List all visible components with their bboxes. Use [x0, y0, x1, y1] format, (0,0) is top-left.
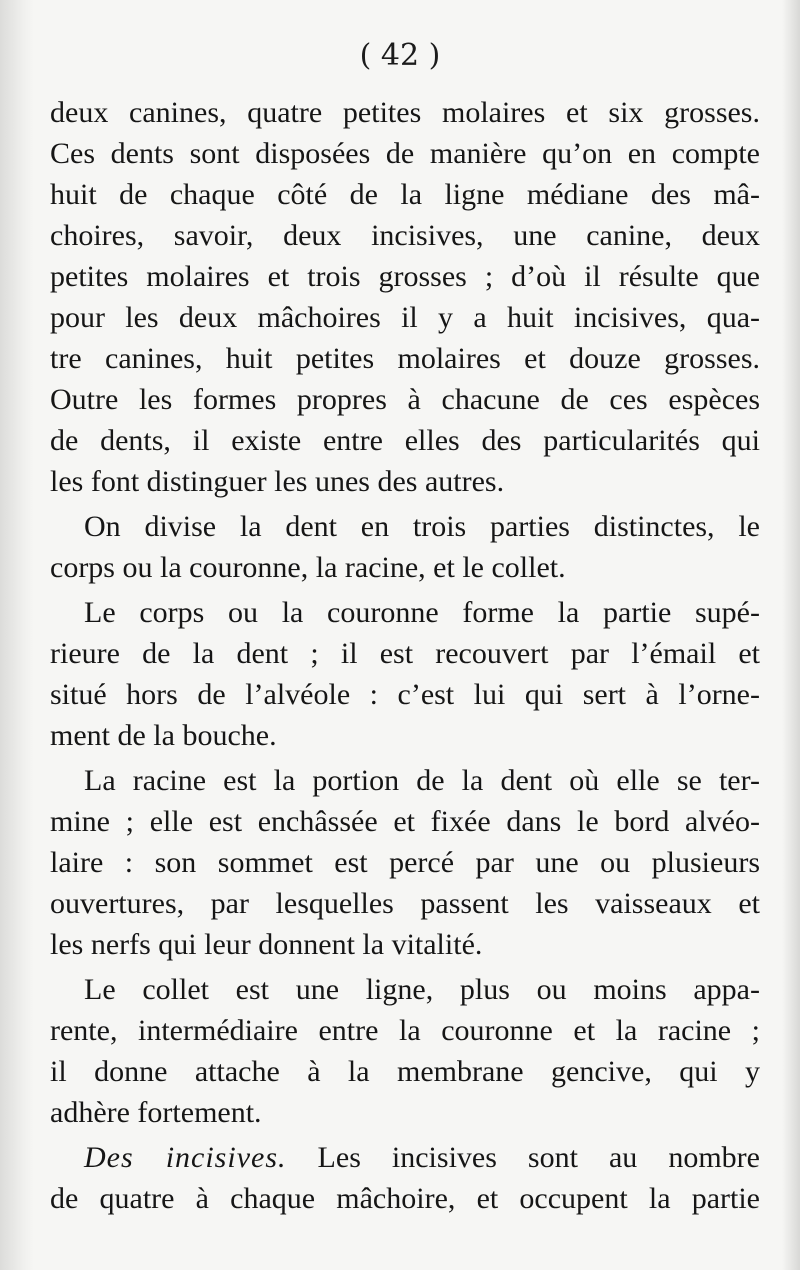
- text-line: choires, savoir, deux incisives, une canine, deux: [50, 219, 760, 252]
- text-line: deux canines, quatre petites molaires et six grosses.: [50, 96, 760, 129]
- text-line: de quatre à chaque mâchoire, et occupent la partie: [50, 1182, 760, 1215]
- text-line: Le collet est une ligne, plus ou moins appa-: [84, 973, 760, 1006]
- text-line: On divise la dent en trois parties distinctes, le: [84, 510, 760, 543]
- text-line: mine ; elle est enchâssée et fixée dans le bord alvéo-: [50, 805, 760, 838]
- text-line: huit de chaque côté de la ligne médiane des mâ-: [50, 178, 760, 211]
- text-line: Outre les formes propres à chacune de ces espèces: [50, 383, 760, 416]
- text-line: tre canines, huit petites molaires et douze grosses.: [50, 342, 760, 375]
- text-line: adhère fortement.: [50, 1096, 262, 1129]
- text-line: petites molaires et trois grosses ; d’où il résulte que: [50, 260, 760, 293]
- text-line: corps ou la couronne, la racine, et le collet.: [50, 551, 566, 584]
- page-text: [50, 92, 760, 1219]
- text-line: rente, intermédiaire entre la couronne et la racine ;: [50, 1014, 760, 1047]
- text-line: laire : son sommet est percé par une ou plusieurs: [50, 846, 760, 879]
- text-line: La racine est la portion de la dent où elle se ter-: [84, 764, 760, 797]
- text-line: il donne attache à la membrane gencive, qui y: [50, 1055, 760, 1088]
- section-first-line: [50, 1137, 760, 1178]
- text-span: Les incisives sont au nombre: [317, 1141, 760, 1174]
- binding-shadow: [0, 0, 34, 1270]
- text-line: de dents, il existe entre elles des particularités qui: [50, 424, 760, 457]
- text-line: rieure de la dent ; il est recouvert par l’émail et: [50, 637, 760, 670]
- text-line: les font distinguer les unes des autres.: [50, 465, 505, 498]
- text-line: ouvertures, par lesquelles passent les vaisseaux et: [50, 887, 760, 920]
- text-line: Le corps ou la couronne forme la partie supé-: [84, 596, 760, 629]
- page-number: ( 42 ): [359, 38, 441, 73]
- text-line: pour les deux mâchoires il y a huit incisives, qua-: [50, 301, 760, 334]
- text-line: situé hors de l’alvéole : c’est lui qui sert à l’orne-: [50, 678, 760, 711]
- section-heading: Des incisives.: [84, 1141, 287, 1174]
- text-line: les nerfs qui leur donnent la vitalité.: [50, 928, 483, 961]
- text-line: Ces dents sont disposées de manière qu’on en compte: [50, 137, 760, 170]
- text-line: ment de la bouche.: [50, 719, 277, 752]
- edge-shadow: [782, 0, 800, 1270]
